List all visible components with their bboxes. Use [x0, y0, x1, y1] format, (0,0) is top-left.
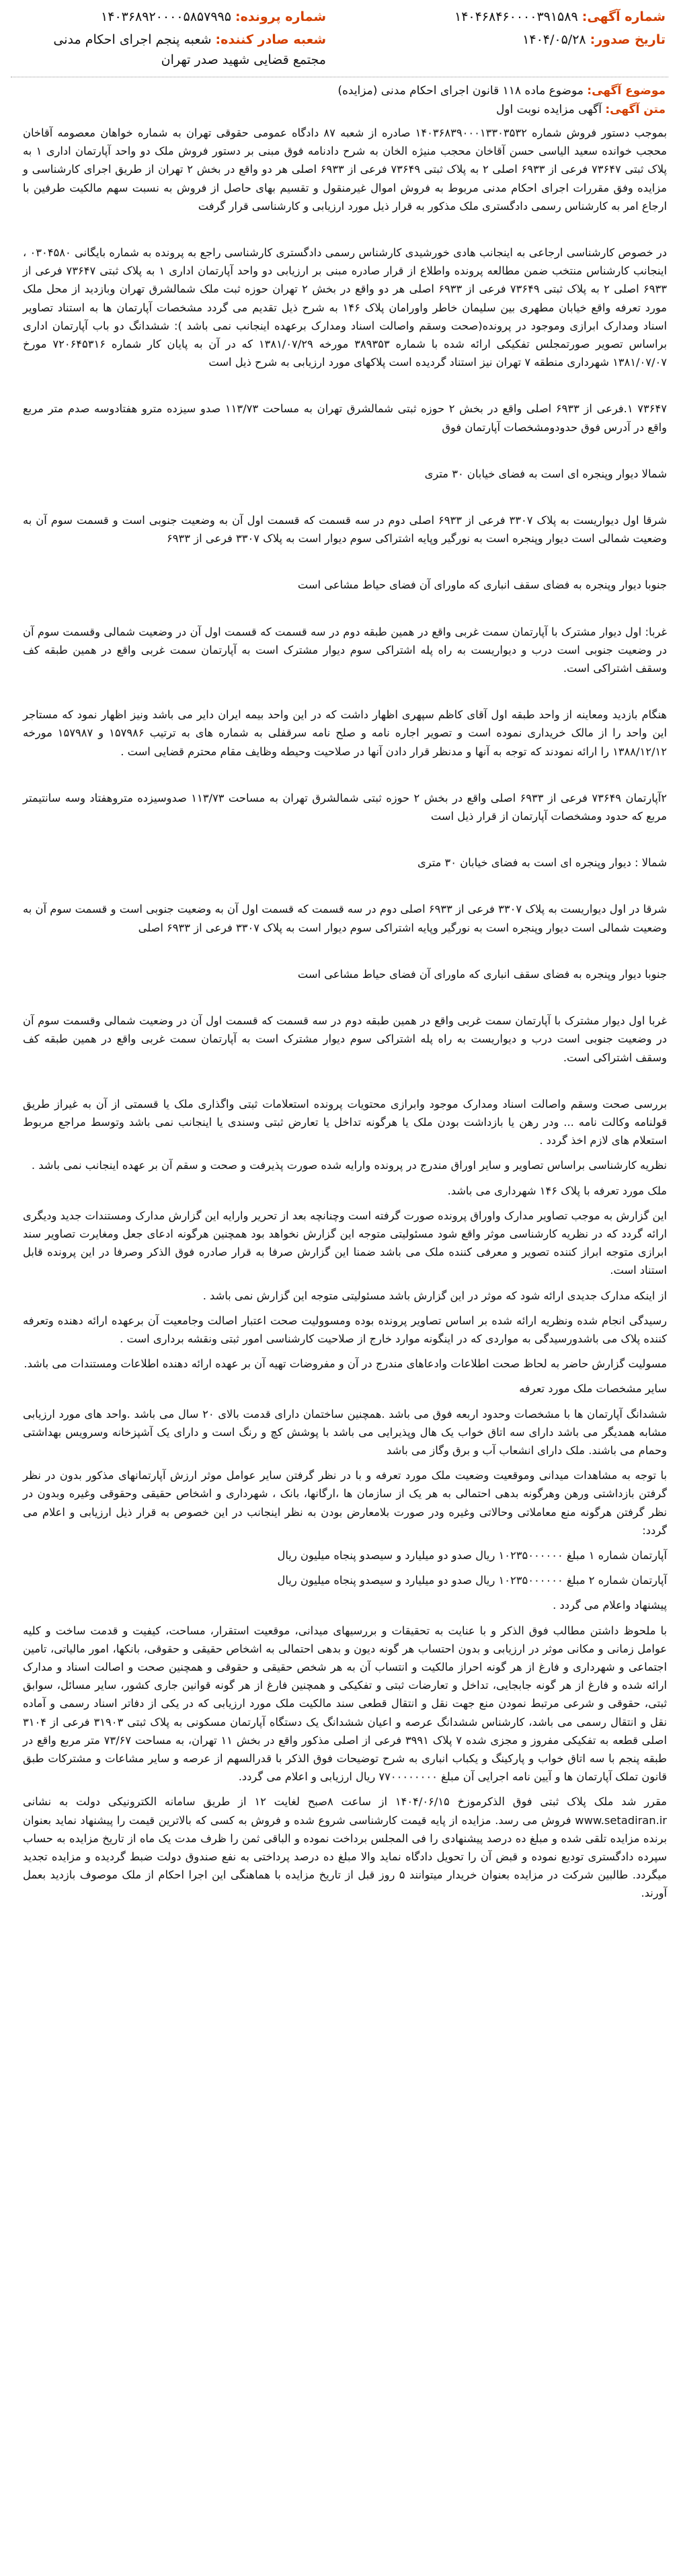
paragraph-municipal-plate: ملک مورد تعرفه با پلاک ۱۴۶ شهرداری می باشد.	[447, 1184, 667, 1197]
text-heading	[13, 101, 666, 118]
paragraph-document-review: بررسی صحت وسقم واصالت اسناد ومدارک موجود وابرازی محتویات پرونده استعلامات ثبتی واگذاری ملک یا قسمتی از آن به غیراز طریق قولنامه وکالت نامه ... ودر رهن یا بازداشت بودن ملک یا هرگونه تداخل یا تعارض ثبتی وسندی یا اینجانب نمی باشد وتوسط مراجع مربوط استعلام های لازم اخذ گردد .	[23, 1097, 667, 1147]
paragraph-inspection: هنگام بازدید ومعاینه از واحد طبقه اول آقای کاظم سپهری اظهار داشت که در این واحد بیمه ایران دایر می باشد ونیز اظهار نمود که مستاجر این واحد را از مالک خریداری نموده است و تصویر اجاره نامه و صلح نامه سرقفلی به شماره های به ترتیب ۱۵۷۹۸۶ و ۱۵۷۹۸۷ مورخه ۱۳۸۸/۱۲/۱۲ را ارائه نمودند که توجه به آنها و مدنظر قرار دادن آنها در صلاحیت وحیطه وظایف مقام محترم قضایی است .	[23, 708, 667, 758]
paragraph-disclaimer-1: این گزارش به موجب تصاویر مدارک واوراق پرونده صورت گرفته است وچنانچه بعد از تحریر وارایه این گزارش مدارک ومستندات جدید ودیگری ارائه گردد که در نظریه کارشناسی موثر واقع شود مسئولیتی متوجه این گزارش نخواهد بود همچنین هرگونه ادعای جعل ومغایرت تصاویر سند ابرازی متوجه ابراز کننده تصویر و معرفی کننده ملک می باشد ضمنا این گزارش صرفا به قرار صادره فوق الذکر وصرفا در این پرونده قابل استناد است.	[23, 1209, 667, 1277]
paragraph-unit-1: ۷۳۶۴۷ ۱.فرعی از ۶۹۳۳ اصلی واقع در بخش ۲ حوزه ثبتی شمالشرق تهران به مساحت ۱۱۳/۷۳ صدو سیزده مترو هفتادوسه صدم متر مربع واقع در آدرس فوق حدودومشخصات آپارتمان فوق	[23, 402, 667, 434]
paragraph-unit-2-north: شمالا : دیوار وپنجره ای است به فضای خیابان ۳۰ متری	[417, 856, 667, 870]
ad-number	[454, 7, 666, 27]
paragraph-disclaimer-2: از اینکه مدارک جدیدی ارائه شود که موثر در این گزارش باشد مسئولیتی متوجه این گزارش نمی باشد .	[202, 1289, 667, 1302]
paragraph-disclaimer-3: رسیدگی انجام شده ونظریه ارائه شده بر اساس تصاویر پرونده بوده ومسوولیت صحت اعتبار اصالت وجامعیت آن برعهده ارائه دهنده وتعرفه کننده پلاک می باشدورسیدگی به مواردی که در اینگونه موارد خارج از صلاحیت کارشناسی امور ثبتی ونقشه برداری است .	[23, 1314, 667, 1345]
paragraph-unit-2: ۲آپارتمان ۷۳۶۴۹ فرعی از ۶۹۳۳ اصلی واقع در بخش ۲ حوزه ثبتی شمالشرق تهران به مساحت ۱۱۳/۷۳ صدوسیزده متروهفتاد وسه سانتیمتر مربع که حدود ومشخصات آپارتمان از قرار ذیل است	[23, 791, 667, 823]
case-number-label: شماره پرونده:	[235, 9, 326, 24]
ad-number-value: ۱۴۰۴۶۸۴۶۰۰۰۰۳۹۱۵۸۹	[454, 9, 578, 24]
paragraph-unit-1-west: غربا: اول دیوار مشترک با آپارتمان سمت غربی واقع در همین طبقه دوم در سه قسمت که قسمت اول آن در وضعیت شمالی وقسمت سوم آن در وضعیت جنوبی است درب و دیواریست به راه پله اشتراکی سوم دیوار مشترک است به آپارتمان سمت غربی واقع در همین طبقه کف وسقف اشتراکی است.	[23, 625, 667, 675]
notice-body	[23, 124, 667, 1909]
paragraph-value-unit-1: آپارتمان شماره ۱ مبلغ ۱۰۲۳۵۰۰۰۰۰۰ ریال صدو دو میلیارد و سیصدو پنجاه میلیون ریال	[277, 1548, 667, 1562]
case-number	[101, 7, 326, 27]
paragraph-unit-2-east: شرقا در اول دیواریست به پلاک ۳۳۰۷ فرعی از ۶۹۳۳ اصلی دوم در سه قسمت که قسمت اول آن به وضعیت جنوبی است و قسمت سوم آن به وضعیت شمالی است دیوار وپنجره است به نورگیر وپایه اشتراکی سوم دیوار است به پلاک ۳۳۰۷ فرعی از ۶۹۳۳ اصلی	[23, 903, 667, 934]
paragraph-unit-2-south: جنوبا دیوار وپنجره به فضای سقف انباری که ماورای آن فضای حیاط مشاعی است	[297, 967, 667, 981]
paragraph-other-specs-title: سایر مشخصات ملک مورد تعرفه	[519, 1382, 667, 1396]
issue-date-label: تاریخ صدور:	[590, 32, 666, 47]
issue-date-value: ۱۴۰۴/۰۵/۲۸	[522, 32, 586, 47]
paragraph-valuation-basis: با توجه به مشاهدات میدانی وموقعیت وضعیت ملک مورد تعرفه و با در نظر گرفتن سایر عوامل موثر ارزش آپارتمانهای مذکور بدون در نظر گرفتن بازداشتی ورهن وهرگونه بدهی احتمالی به هر یک از سازمان ها ،ارگانها، بانک ، شهرداری و اشخاص حقیقی وحقوقی وغیره وبدون در نظر گرفتن هرگونه منع معاملاتی وحالاتی وغیره ودر صورت بلامعارض بودن به نظر اینجانب در این خصوص به قرار ذیل ارزیابی و اعلام می گردد:	[23, 1469, 667, 1537]
paragraph-expert-report: در خصوص کارشناسی ارجاعی به اینجانب هادی خورشیدی کارشناس رسمی دادگستری کارشناسی راجع به پرونده به شماره بایگانی ۰۳۰۴۵۸۰ ، اینجانب کارشناس منتخب ضمن مطالعه پرونده واطلاع از قرار صادره مبنی بر ارزیابی دو واحد آپارتمان اداری ۱ به پلاک ثبتی ۷۳۶۴۷ فرعی از ۶۹۳۳ اصلی ۲ به پلاک ثبتی ۷۳۶۴۹ فرعی از ۶۹۳۳ اصلی هر دو واقع در بخش ۲ تهران حوزه ثبت ملک شمالشرق تهران وبازدید از محل ملک مورد تعرفه واقع خیابان مطهری بین سلیمان خاطر واورامان پلاک ۱۴۶ به شرح ذیل تقدیم می گردد مشخصات آپارتمان ها به استناد تصاویر اسناد ومدارک ابرازی وموجود در پرونده(صحت وسقم واصالت اسناد ومدارک برعهده اینجانب نمی باشد ): ششدانگ دو باب آپارتمان اداری براساس تصویر صورتمجلس تفکیکی ارائه شده با شماره ۳۸۹۳۵۳ مورخه ۱۳۸۱/۰۷/۲۹ که در آن به پایان کار شماره ۷۲۰۶۴۵۳۱۶ مورخ ۱۳۸۱/۰۷/۰۷ شهرداری منطقه ۷ تهران نیز استناد گردیده است پلاکهای مورد ارزیابی به شرح ذیل است	[23, 246, 668, 369]
issuer	[24, 30, 326, 70]
paragraph-final-valuation: با ملحوظ داشتن مطالب فوق الذکر و با عنایت به تحقیقات و بررسیهای میدانی، موقعیت استقرار، مساحت، کیفیت و قدمت ساخت و کلیه عوامل زمانی و مکانی موثر در ارزیابی و بدون احتساب هر گونه دیون و بدهی احتمالی به اشخاص حقیقی و حقوقی، بانکها، امور مالیاتی، تامین اجتماعی و شهرداری و فارغ از هر گونه احراز مالکیت و انتساب آن به هر شخص حقیقی و حقوقی و همچنین صحت و اصالت اسناد و مدارک ارائه شده و فارغ از هر گونه جابجایی، تداخل و تعارضات ثبتی و تفکیکی و همچنین فارغ از هر گونه قوانین جاری کشور، سایر مسائل، سوابق ثبتی، حقوقی و شرعی مرتبط نمودن منع جهت نقل و انتقال قطعی سند مالکیت ملک مورد ارزیابی که در یکی از دفاتر اسناد رسمی و آماده نقل و انتقال رسمی می باشد، کارشناس ششدانگ عرصه و اعیان ششدانگ یک دستگاه آپارتمان مسکونی به پلاک ثبتی ۳۱۹۰۳ فرعی از ۳۱۰۴ اصلی قطعه به تفکیکی مفروز و مجزی شده ۷ پلاک ۳۹۹۱ فرعی از اصلی مذکور واقع در بخش ۱۱ تهران، به مساحت ۷۳/۶۷ متر مربع واقع در طبقه پنجم با سه اتاق خواب و پارکینگ و یکباب انباری به شرح توضیحات فوق الذکر با قدرالسهم از عرصه و سایر مشاعات و مشترکات طبق قانون تملک آپارتمان ها و آیین نامه اجرایی آن مبلغ ۷۷۰۰۰۰۰۰۰۰ ریال ارزیابی و اعلام می گردد.	[23, 1624, 667, 1784]
paragraph-unit-1-south: جنوبا دیوار وپنجره به فضای سقف انباری که ماورای آن فضای حیاط مشاعی است	[297, 578, 667, 592]
issue-date	[522, 30, 666, 50]
topic	[13, 82, 666, 100]
paragraph-unit-1-east: شرقا اول دیواریست به پلاک ۳۳۰۷ فرعی از ۶۹۳۳ اصلی دوم در سه قسمت که قسمت اول آن به وضعیت جنوبی است و قسمت سوم آن به وضعیت شمالی است دیوار وپنجره است به نورگیر وپایه اشتراکی سوم دیوار است به پلاک ۳۳۰۷ فرعی از ۶۹۳۳	[23, 514, 667, 545]
paragraph-proposal: پیشنهاد واعلام می گردد .	[553, 1599, 667, 1612]
issuer-label: شعبه صادر کننده:	[215, 32, 326, 47]
paragraph-auction-terms: مقرر شد ملک پلاک ثبتی فوق الذکرموزخ ۱۴۰۴/۰۶/۱۵ از ساعت ۸صبح لغایت ۱۲ از طریق سامانه الکترونیکی دولت به نشانی www.setadiran.ir فروش می رسد. مزایده از پایه قیمت کارشناسی شروع شده و فروش به کسی که بالاترین قیمت را پیشنهاد نماید بعنوان برنده مزایده تلقی شده و مبلغ ده درصد پیشنهادی را فی المجلس برداخت نموده و الباقی ثمن را ظرف مدت یک ماه از تاریخ مزایده به حساب سپرده دادگستری تودیع نموده و قبض آن را تحویل دادگاه نماید والا مبلغ ده درصد پرداختی به نفع صندوق دولت ضبط گردیده و مزایده تجدید میگردد. طالبین شرکت در مزایده بعنوان خریدار میتوانند ۵ روز قبل از تاریخ مزایده با هماهنگی این اجرا احکام از ملک موصوف بازدید بعمل آورند.	[23, 1795, 667, 1900]
paragraph-disclaimer-4: مسولیت گزارش حاضر به لحاظ صحت اطلاعات وادعاهای مندرج در آن و مفروضات تهیه آن بر عهده ارائه دهنده اطلاعات ومستندات می باشد.	[24, 1357, 667, 1371]
case-number-value: ۱۴۰۳۶۸۹۲۰۰۰۰۵۸۵۷۹۹۵	[101, 9, 231, 24]
text-title: آگهی مزایده نوبت اول	[495, 103, 602, 116]
paragraph-sale-order: بموجب دستور فروش شماره ۱۴۰۳۶۸۳۹۰۰۰۱۳۳۰۳۵۳۲ صادره از شعبه ۸۷ دادگاه عمومی حقوقی تهران به شماره خواهان معصومه آقاخان محجب خوانده سعید الیاسی حسن آقاخان محجب منیژه الخان به شرح دادنامه فوق مبنی بر دستور فروش ملک دو واحد آپارتمان اداری ۱ به پلاک ثبتی ۷۳۶۴۷ فرعی از ۶۹۳۳ اصلی ۲ به پلاک ثبتی ۷۳۶۴۹ فرعی از ۶۹۳۳ اصلی هر دو واقع در بخش ۲ تهران از طریق اجرای کارشناسی و مزایده وفق مقررات اجرای احکام مدنی مربوط به فروش اموال غیرمنقول و تقسیم بهای حاصل از فروش به نسبت سهم مالکیت طرفین با ارجاع امر به کارشناس رسمی دادگستری ملک مذکور به قرار ذیل مورد ارزیابی و کارشناسی قرار گرفت	[23, 126, 667, 213]
topic-value: موضوع ماده ۱۱۸ قانون اجرای احکام مدنی (مزایده)	[337, 84, 584, 98]
text-label: متن آگهی:	[605, 103, 666, 116]
paragraph-unit-2-west: غربا اول دیوار مشترک با آپارتمان سمت غربی واقع در همین طبقه دوم در سه قسمت که قسمت اول آن در وضعیت شمالی وقسمت سوم آن در وضعیت جنوبی است درب و دیواریست به راه پله اشتراکی سوم دیوار مشترک است به آپارتمان سمت غربی واقع در همین طبقه کف وسقف اشتراکی است.	[23, 1014, 667, 1064]
paragraph-expert-basis: نظریه کارشناسی براساس تصاویر و سایر اوراق مندرج در پرونده وارایه شده صورت پذیرفت و صحت و سقم آن بر عهده اینجانب نمی باشد .	[31, 1159, 667, 1172]
topic-label: موضوع آگهی:	[587, 84, 666, 98]
issuer-value: شعبه پنجم اجرای احکام مدنی مجتمع قضایی شهید صدر تهران	[53, 32, 326, 67]
paragraph-building-specs: ششدانگ آپارتمان ها با مشخصات وحدود اربعه فوق می باشد .همچنین ساختمان دارای قدمت بالای ۲۰ سال می باشد .واحد های مورد ارزیابی مشابه همدیگر می باشد دارای سه اتاق خواب یک هال وپذیرایی می باشد با پوشش کچ و رنگ است و دارای یک آشپزخانه وسرویس بهداشتی وحمام می باشند. ملک دارای انشعاب آب و برق وگاز می باشد	[23, 1407, 667, 1457]
ad-number-label: شماره آگهی:	[582, 9, 666, 24]
paragraph-unit-1-north: شمالا دیوار وپنجره ای است به فضای خیابان ۳۰ متری	[424, 467, 667, 480]
paragraph-value-unit-2: آپارتمان شماره ۲ مبلغ ۱۰۲۳۵۰۰۰۰۰۰ ریال صدو دو میلیارد و سیصدو پنجاه میلیون ریال	[277, 1574, 667, 1587]
